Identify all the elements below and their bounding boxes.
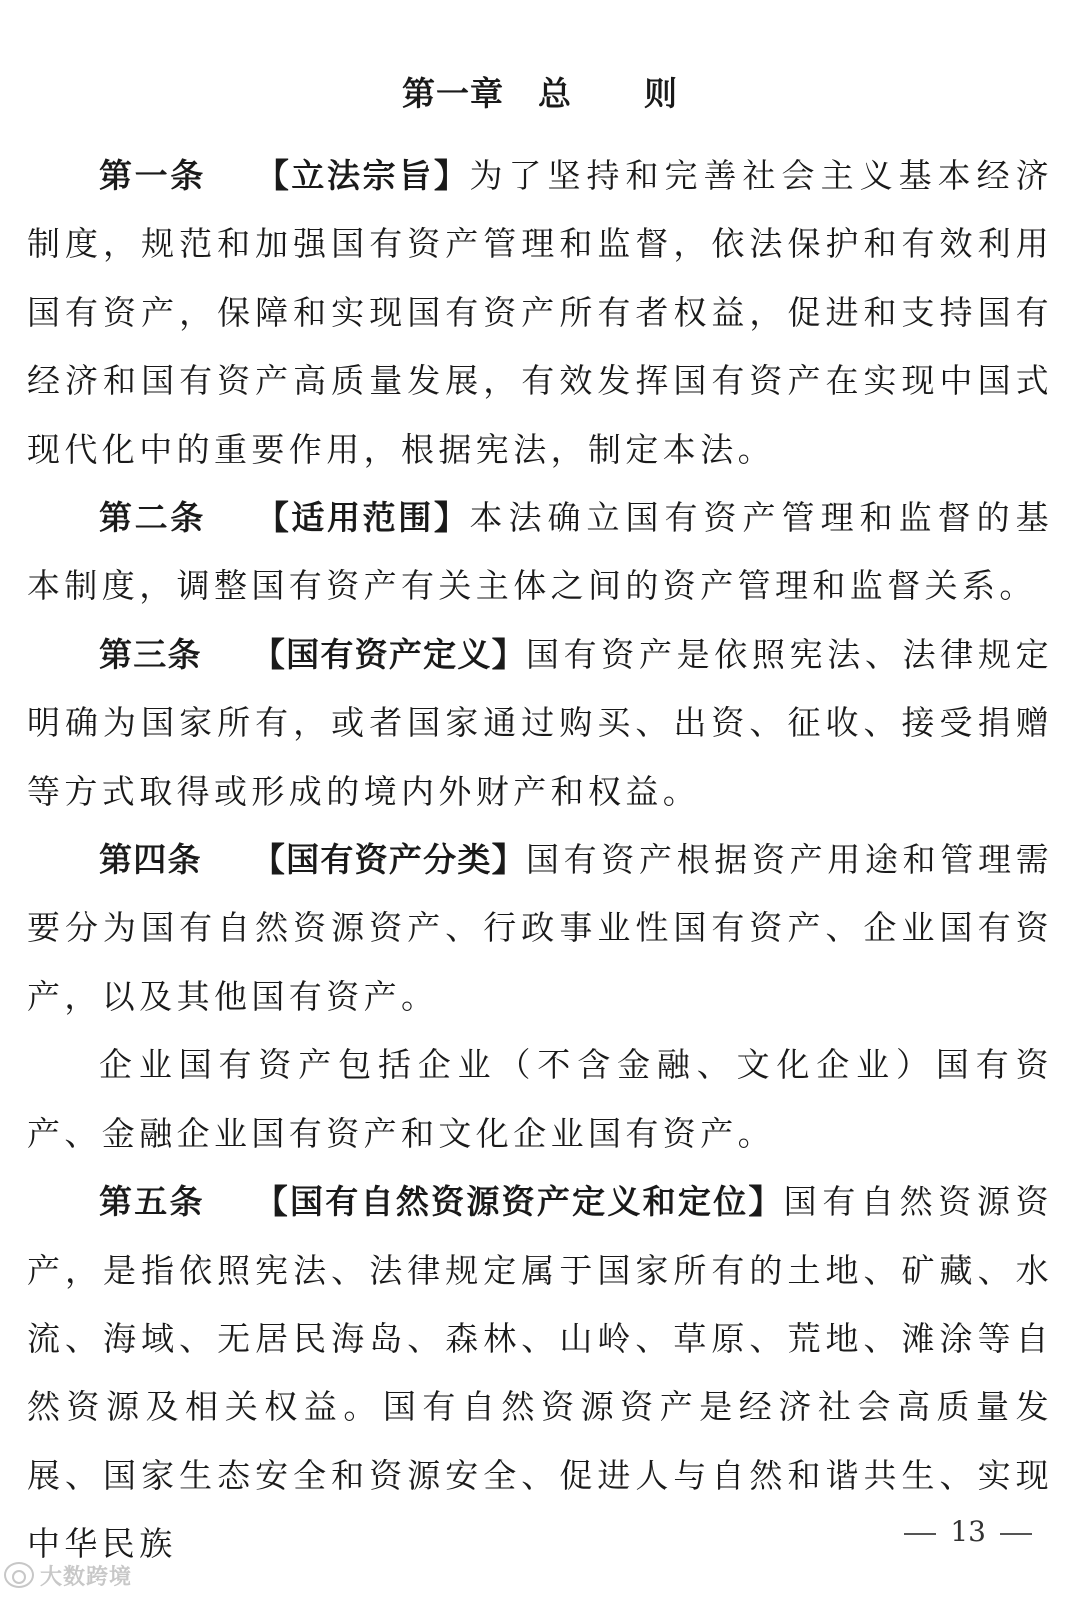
chapter-title <box>27 64 1053 124</box>
article-text: 本法确立国有资产管理和监督的基本制度，调整国有资产有关主体之间的资产管理和监督关系。 <box>27 498 1054 606</box>
watermark-text: 大数跨境 <box>40 1564 133 1590</box>
article-4 <box>27 826 1053 1031</box>
article-number: 第三条 <box>99 634 202 674</box>
article-3 <box>27 621 1053 826</box>
page-number-dash-left <box>904 1533 936 1535</box>
article-heading: 【适用范围】 <box>255 498 470 538</box>
article-text: 国有自然资源资产，是指依照宪法、法律规定属于国家所有的土地、矿藏、水流、海域、无居民海岛、森林、山岭、草原、荒地、滩涂等自然资源及相关权益。国有自然资源资产是经济社会高质量发展、国家生态安全和资源安全、促进人与自然和谐共生、实现中华民族 <box>27 1182 1054 1564</box>
article-4-paragraph-2 <box>27 1031 1053 1168</box>
article-heading: 【立法宗旨】 <box>255 156 470 195</box>
article-heading: 【国有资产定义】 <box>251 634 526 674</box>
watermark-logo-icon <box>4 1562 34 1588</box>
article-text: 为了坚持和完善社会主义基本经济制度，规范和加强国有资产管理和监督，依法保护和有效利用国有资产，保障和实现国有资产所有者权益，促进和支持国有经济和国有资产高质量发展，有效发挥国有资产在实现中国式现代化中的重要作用，根据宪法，制定本法。 <box>27 156 1054 469</box>
article-text: 国有资产是依照宪法、法律规定明确为国家所有，或者国家通过购买、出资、征收、接受捐赠等方式取得或形成的境内外财产和权益。 <box>27 634 1054 811</box>
chapter-title-part1: 总 <box>538 74 572 114</box>
page-number-value: 13 <box>950 1515 986 1548</box>
article-heading: 【国有自然资源资产定义和定位】 <box>254 1182 784 1222</box>
chapter-title-part2: 则 <box>644 74 678 114</box>
article-number: 第五条 <box>99 1182 205 1222</box>
document-body <box>27 142 1053 1579</box>
article-number: 第二条 <box>99 498 206 538</box>
page-number <box>890 1512 1046 1552</box>
page-number-dash-right <box>1000 1533 1032 1535</box>
article-2 <box>27 484 1053 621</box>
article-heading: 【国有资产分类】 <box>251 840 526 880</box>
article-text: 企业国有资产包括企业（不含金融、文化企业）国有资产、金融企业国有资产和文化企业国有资产。 <box>27 1045 1053 1153</box>
chapter-label: 第一章 <box>402 74 504 114</box>
article-text: 国有资产根据资产用途和管理需要分为国有自然资源资产、行政事业性国有资产、企业国有资产，以及其他国有资产。 <box>27 840 1054 1016</box>
article-number: 第一条 <box>99 156 206 195</box>
watermark <box>4 1558 132 1592</box>
article-1 <box>27 142 1053 484</box>
article-number: 第四条 <box>99 840 202 880</box>
